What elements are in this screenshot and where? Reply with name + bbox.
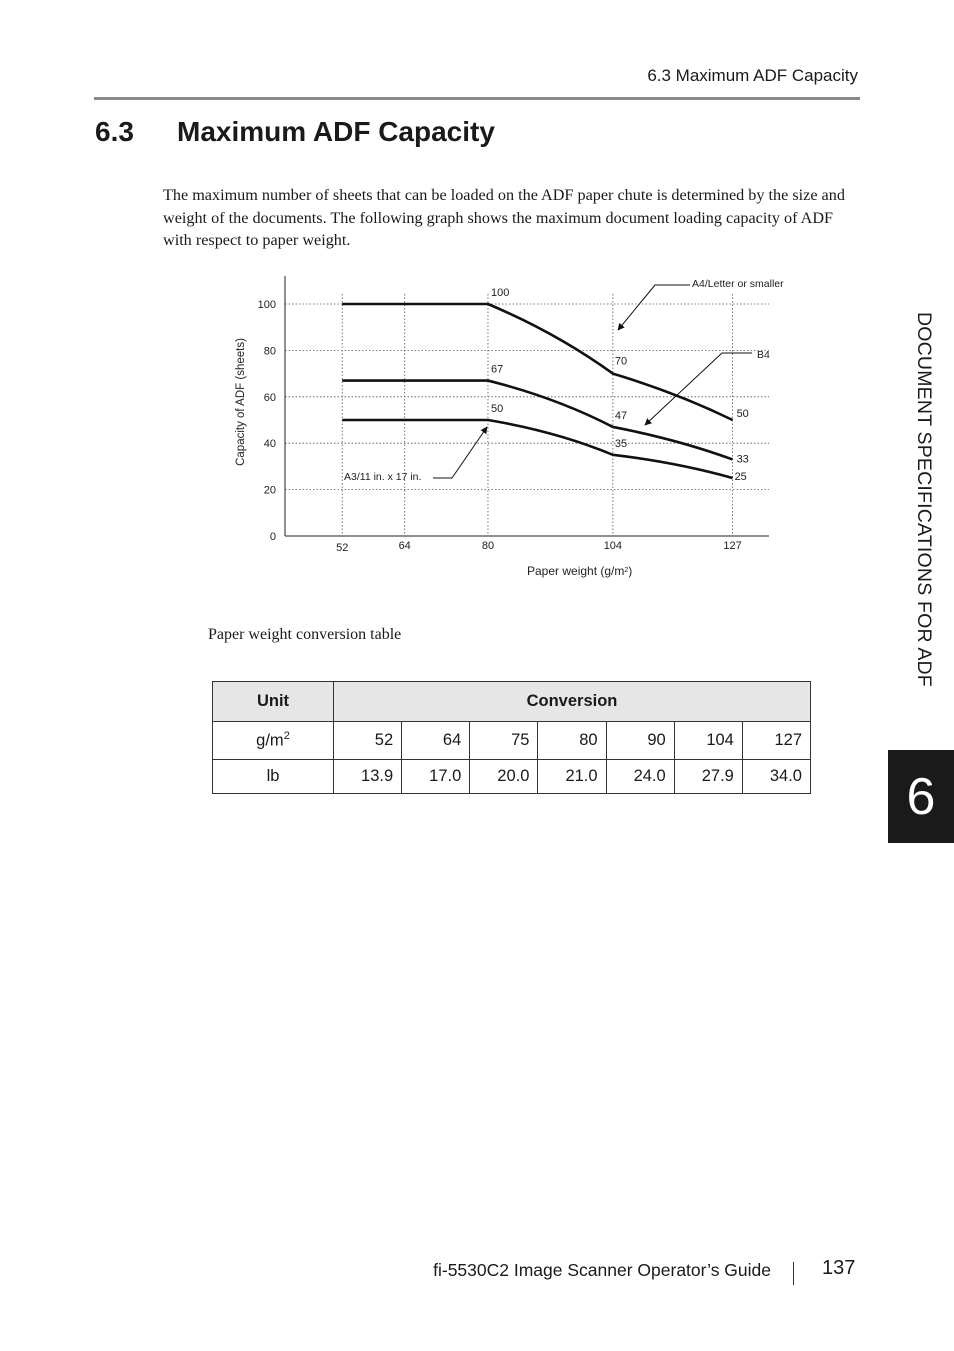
y-tick-label: 0: [269, 531, 276, 543]
running-header: 6.3 Maximum ADF Capacity: [647, 66, 858, 85]
table-cell: 20.0: [470, 760, 538, 794]
page-number: 137: [822, 1257, 856, 1279]
header-conversion: Conversion: [334, 682, 811, 722]
y-tick-label: 40: [263, 438, 276, 451]
y-tick-label: 80: [263, 345, 276, 358]
table-cell: 21.0: [538, 760, 606, 794]
row-unit: lb: [213, 760, 334, 794]
x-tick-label: 127: [723, 540, 742, 552]
table-cell: 52: [334, 722, 402, 760]
table-cell: 75: [470, 722, 538, 760]
data-label: 25: [734, 471, 747, 483]
callout-b4-label: B4: [757, 349, 770, 361]
row-unit: $g/m^2$: [213, 722, 334, 760]
callout-a3-leader: [433, 427, 487, 478]
table-cell: 64: [402, 722, 470, 760]
table-cell: 24.0: [606, 760, 674, 794]
x-tick-label: 52: [336, 542, 349, 554]
footer-title: fi-5530C2 Image Scanner Operator’s Guide: [433, 1260, 771, 1280]
data-label: 50: [490, 403, 504, 415]
table-cell: 34.0: [742, 760, 810, 794]
paper-weight-conversion-table: [212, 681, 811, 794]
chart-axes: [285, 276, 769, 536]
table-cell: 27.9: [674, 760, 742, 794]
data-label: 67: [490, 363, 504, 376]
table-row: [213, 722, 811, 760]
chart-labels: [235, 287, 749, 578]
footer-separator: [793, 1262, 794, 1285]
table-caption: Paper weight conversion table: [208, 626, 402, 643]
series-line: [342, 420, 732, 478]
data-label: 70: [614, 355, 628, 368]
callout-a4-leader: [618, 285, 690, 330]
table-cell: 17.0: [402, 760, 470, 794]
data-label: 47: [614, 409, 628, 422]
chapter-tab: 6: [888, 750, 954, 843]
x-tick-label: 80: [481, 540, 495, 552]
callout-a4-label: A4/Letter or smaller: [692, 278, 784, 290]
table-header-row: [213, 682, 811, 722]
adf-capacity-chart: [0, 0, 954, 600]
y-axis-label: Capacity of ADF (sheets): [235, 338, 247, 466]
callout-a3-label: A3/11 in. x 17 in.: [344, 471, 422, 483]
x-tick-label: 64: [398, 540, 411, 552]
y-tick-label: 60: [263, 391, 276, 404]
table-cell: 127: [742, 722, 810, 760]
data-label: 33: [736, 453, 749, 466]
table-row: [213, 760, 811, 794]
x-tick-label: 104: [603, 540, 623, 552]
intro-paragraph: The maximum number of sheets that can be loaded on the ADF paper chute is determined by the size and weight of the documents. The following graph shows the maximum document loading capacity of ADF with respect to paper weight.: [163, 186, 845, 249]
y-tick-label: 20: [263, 484, 276, 497]
chart-series: [342, 304, 732, 478]
chart-grid: [285, 294, 769, 536]
chapter-side-label: DOCUMENT SPECIFICATIONS FOR ADF: [913, 312, 935, 687]
section-number: 6.3: [95, 116, 134, 147]
x-axis-label: Paper weight $(g/m^2)$: [527, 564, 633, 578]
y-tick-label: 100: [257, 299, 276, 311]
section-heading: Maximum ADF Capacity: [177, 116, 495, 147]
table-cell: 90: [606, 722, 674, 760]
series-line: [342, 304, 732, 420]
table-cell: 104: [674, 722, 742, 760]
header-unit: Unit: [213, 682, 334, 722]
data-label: 50: [736, 408, 749, 420]
table-cell: 13.9: [334, 760, 402, 794]
data-label: 100: [490, 287, 510, 299]
data-label: 35: [614, 437, 628, 450]
table-cell: 80: [538, 722, 606, 760]
